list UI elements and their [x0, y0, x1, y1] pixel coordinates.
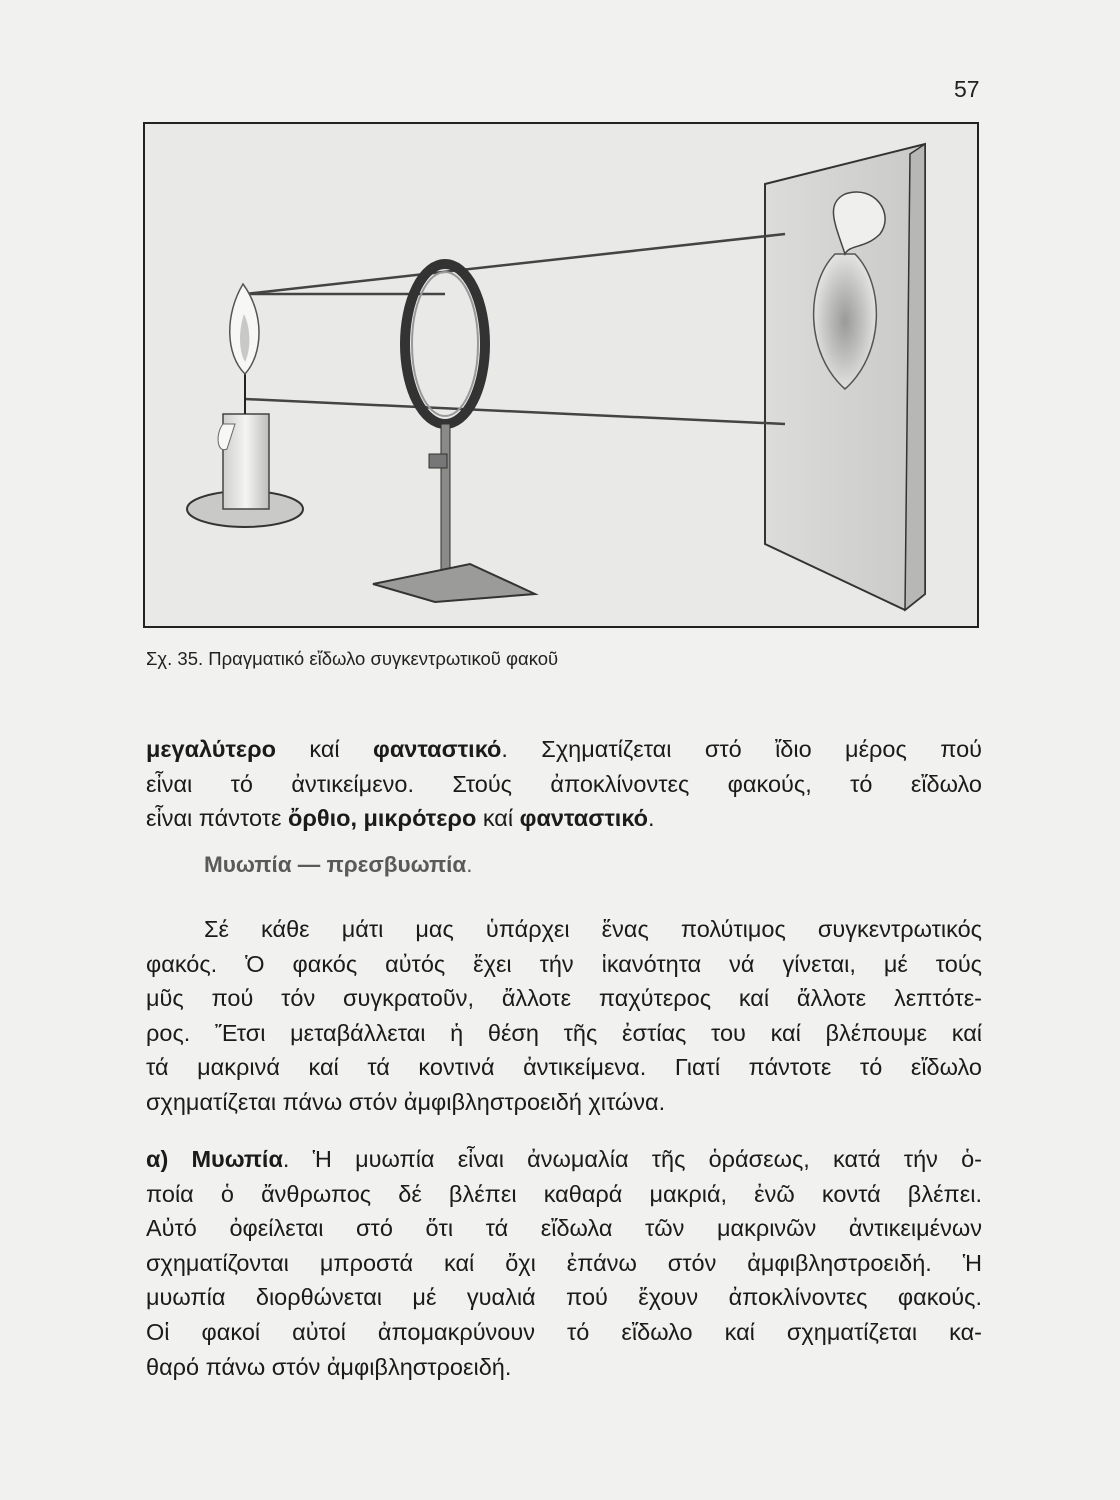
- paragraph-line: σχηματίζεται πάνω στόν ἀμφιβληστροειδή χιτώνα.: [146, 1088, 666, 1115]
- paragraph-line: Οἱ φακοί αὐτοί ἀπομακρύνουν τό εἴδωλο καί σχηματίζεται κα-: [146, 1318, 982, 1345]
- paragraph-line: Αὐτό ὀφείλεται στό ὅτι τά εἴδωλα τῶν μακρινῶν ἀντικειμένων: [146, 1215, 982, 1242]
- page-number: 57: [954, 76, 980, 102]
- lens-experiment-drawing: [145, 124, 977, 626]
- paragraph-line: μῦς πού τόν συγκρατοῦν, ἄλλοτε παχύτερος καί ἄλλοτε λεπτότε-: [146, 985, 982, 1012]
- paragraph-myopia: [146, 1142, 982, 1384]
- paragraph-line: ποία ὁ ἄνθρωπος δέ βλέπει καθαρά μακριά, ἐνῶ κοντά βλέπει.: [146, 1180, 982, 1207]
- candle: [187, 284, 303, 527]
- paragraph-eye-lens: [146, 912, 982, 1120]
- paragraph-line: ρος. Ἔτσι μεταβάλλεται ἡ θέση τῆς ἐστίας του καί βλέπουμε καί: [146, 1019, 982, 1046]
- paragraph-line: μεγαλύτερο καί φανταστικό. Σχηματίζεται στό ἴδιο μέρος πού: [146, 736, 982, 762]
- myopia-label: α) Μυωπία: [146, 1146, 283, 1172]
- figure-caption: Σχ. 35. Πραγματικό εἴδωλο συγκεντρωτικοῦ φακοῦ: [146, 648, 559, 669]
- paragraph-line: σχηματίζονται μπροστά καί ὄχι ἐπάνω στόν ἀμφιβληστροειδή. Ἡ: [146, 1249, 982, 1276]
- convex-lens-on-stand: [373, 264, 535, 602]
- section-heading: Μυωπία — πρεσβυωπία.: [204, 852, 473, 877]
- paragraph-line: φακός. Ὁ φακός αὐτός ἔχει τήν ἱκανότητα νά γίνεται, μέ τούς: [146, 950, 982, 977]
- paragraph-line: εἶναι πάντοτε ὄρθιο, μικρότερο καί φανταστικό.: [146, 805, 655, 832]
- paragraph-line: θαρό πάνω στόν ἀμφιβληστροειδή.: [146, 1353, 512, 1380]
- paragraph-line: μυωπία διορθώνεται μέ γυαλιά πού ἔχουν ἀποκλίνοντες φακούς.: [146, 1284, 982, 1311]
- figure-illustration: [143, 122, 979, 628]
- paragraph-line: εἶναι τό ἀντικείμενο. Στούς ἀποκλίνοντες φακούς, τό εἴδωλο: [146, 770, 982, 797]
- paragraph-line: α) Μυωπία. Ἡ μυωπία εἶναι ἀνωμαλία τῆς ὁράσεως, κατά τήν ὁ-: [146, 1146, 982, 1172]
- paragraph-image-types: [146, 732, 982, 836]
- light-rays: [245, 234, 785, 424]
- paragraph-line: τά μακρινά καί τά κοντινά ἀντικείμενα. Γιατί πάντοτε τό εἴδωλο: [146, 1054, 982, 1081]
- paragraph-line: Σέ κάθε μάτι μας ὑπάρχει ἕνας πολύτιμος συγκεντρωτικός: [204, 916, 982, 942]
